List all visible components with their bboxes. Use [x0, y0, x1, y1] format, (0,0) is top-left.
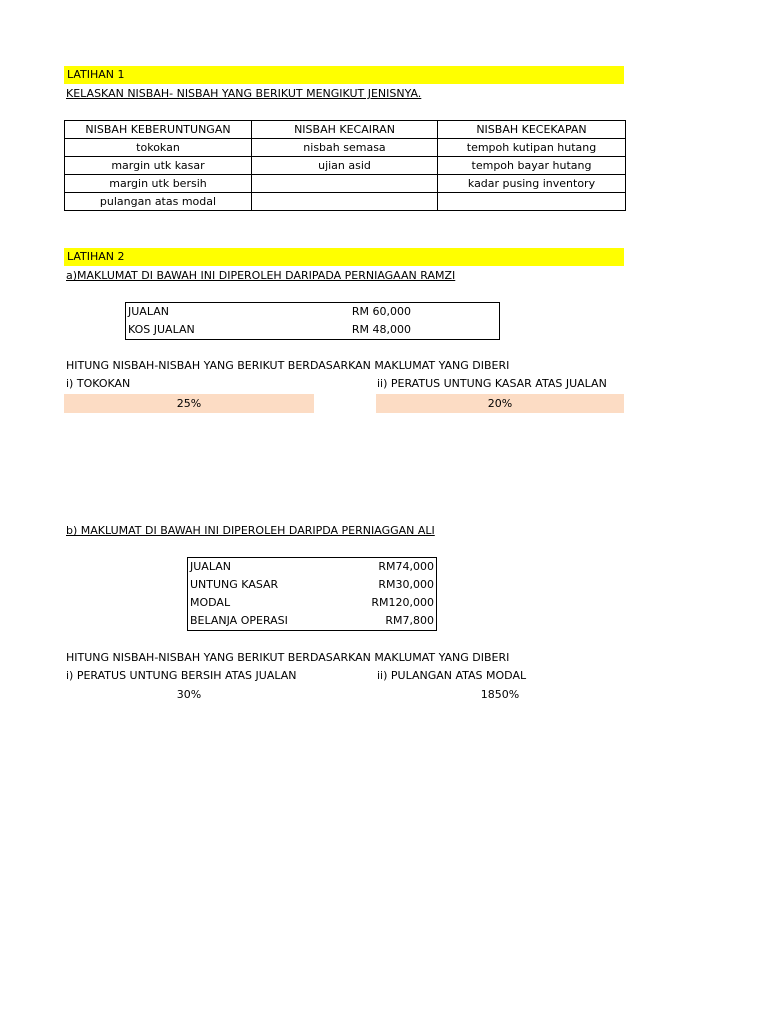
table-cell: tempoh kutipan hutang — [438, 139, 626, 157]
part-a-q2-label: ii) PERATUS UNTUNG KASAR ATAS JUALAN — [377, 377, 607, 390]
table-cell: tokokan — [65, 139, 252, 157]
info-label: KOS JUALAN — [128, 323, 195, 336]
table-row — [65, 157, 626, 175]
table-row — [65, 175, 626, 193]
info-row — [190, 576, 434, 594]
info-row — [190, 612, 434, 630]
table-row — [65, 193, 626, 211]
table-cell — [438, 193, 626, 211]
table-row — [65, 139, 626, 157]
table-cell: margin utk kasar — [65, 157, 252, 175]
info-row — [128, 321, 497, 339]
part-a-heading: a)MAKLUMAT DI BAWAH INI DIPEROLEH DARIPADA PERNIAGAAN RAMZI — [66, 269, 456, 282]
header-keberuntungan: NISBAH KEBERUNTUNGAN — [65, 121, 252, 139]
latihan1-title: LATIHAN 1 — [64, 66, 624, 84]
part-a-q1-label: i) TOKOKAN — [66, 377, 131, 390]
info-row — [128, 303, 497, 321]
table-cell: ujian asid — [252, 157, 438, 175]
info-value: RM 48,000 — [351, 323, 411, 336]
table-cell: pulangan atas modal — [65, 193, 252, 211]
table-cell — [252, 175, 438, 193]
ratio-classification-table — [64, 120, 626, 211]
info-label: JUALAN — [190, 560, 231, 573]
info-label: MODAL — [190, 596, 231, 609]
info-value: RM74,000 — [378, 560, 434, 573]
table-cell: tempoh bayar hutang — [438, 157, 626, 175]
info-row — [190, 558, 434, 576]
latihan1-instruction: KELASKAN NISBAH- NISBAH YANG BERIKUT MENGIKUT JENISNYA. — [66, 87, 422, 100]
part-b-q2-label: ii) PULANGAN ATAS MODAL — [377, 669, 527, 682]
table-cell — [252, 193, 438, 211]
part-a-q2-answer: 20% — [376, 394, 624, 413]
info-label: UNTUNG KASAR — [190, 578, 279, 591]
info-row — [190, 594, 434, 612]
info-label: BELANJA OPERASI — [190, 614, 288, 627]
info-value: RM30,000 — [378, 578, 434, 591]
ali-info-box — [187, 557, 437, 631]
table-cell: kadar pusing inventory — [438, 175, 626, 193]
part-a-question: HITUNG NISBAH-NISBAH YANG BERIKUT BERDASARKAN MAKLUMAT YANG DIBERI — [66, 359, 510, 372]
header-kecairan: NISBAH KECAIRAN — [252, 121, 438, 139]
info-value: RM7,800 — [385, 614, 434, 627]
latihan2-title: LATIHAN 2 — [64, 248, 624, 266]
part-b-heading: b) MAKLUMAT DI BAWAH INI DIPEROLEH DARIPDA PERNIAGGAN ALI — [66, 524, 435, 537]
table-cell: nisbah semasa — [252, 139, 438, 157]
info-value: RM 60,000 — [351, 305, 411, 318]
ramzi-info-box — [125, 302, 500, 340]
part-a-q1-answer: 25% — [64, 394, 314, 413]
table-cell: margin utk bersih — [65, 175, 252, 193]
info-value: RM120,000 — [371, 596, 434, 609]
table-header-row — [65, 121, 626, 139]
info-label: JUALAN — [128, 305, 169, 318]
part-b-q1-answer: 30% — [176, 688, 202, 701]
part-b-q1-label: i) PERATUS UNTUNG BERSIH ATAS JUALAN — [66, 669, 297, 682]
part-b-q2-answer: 1850% — [480, 688, 520, 701]
header-kecekapan: NISBAH KECEKAPAN — [438, 121, 626, 139]
part-b-question: HITUNG NISBAH-NISBAH YANG BERIKUT BERDASARKAN MAKLUMAT YANG DIBERI — [66, 651, 510, 664]
